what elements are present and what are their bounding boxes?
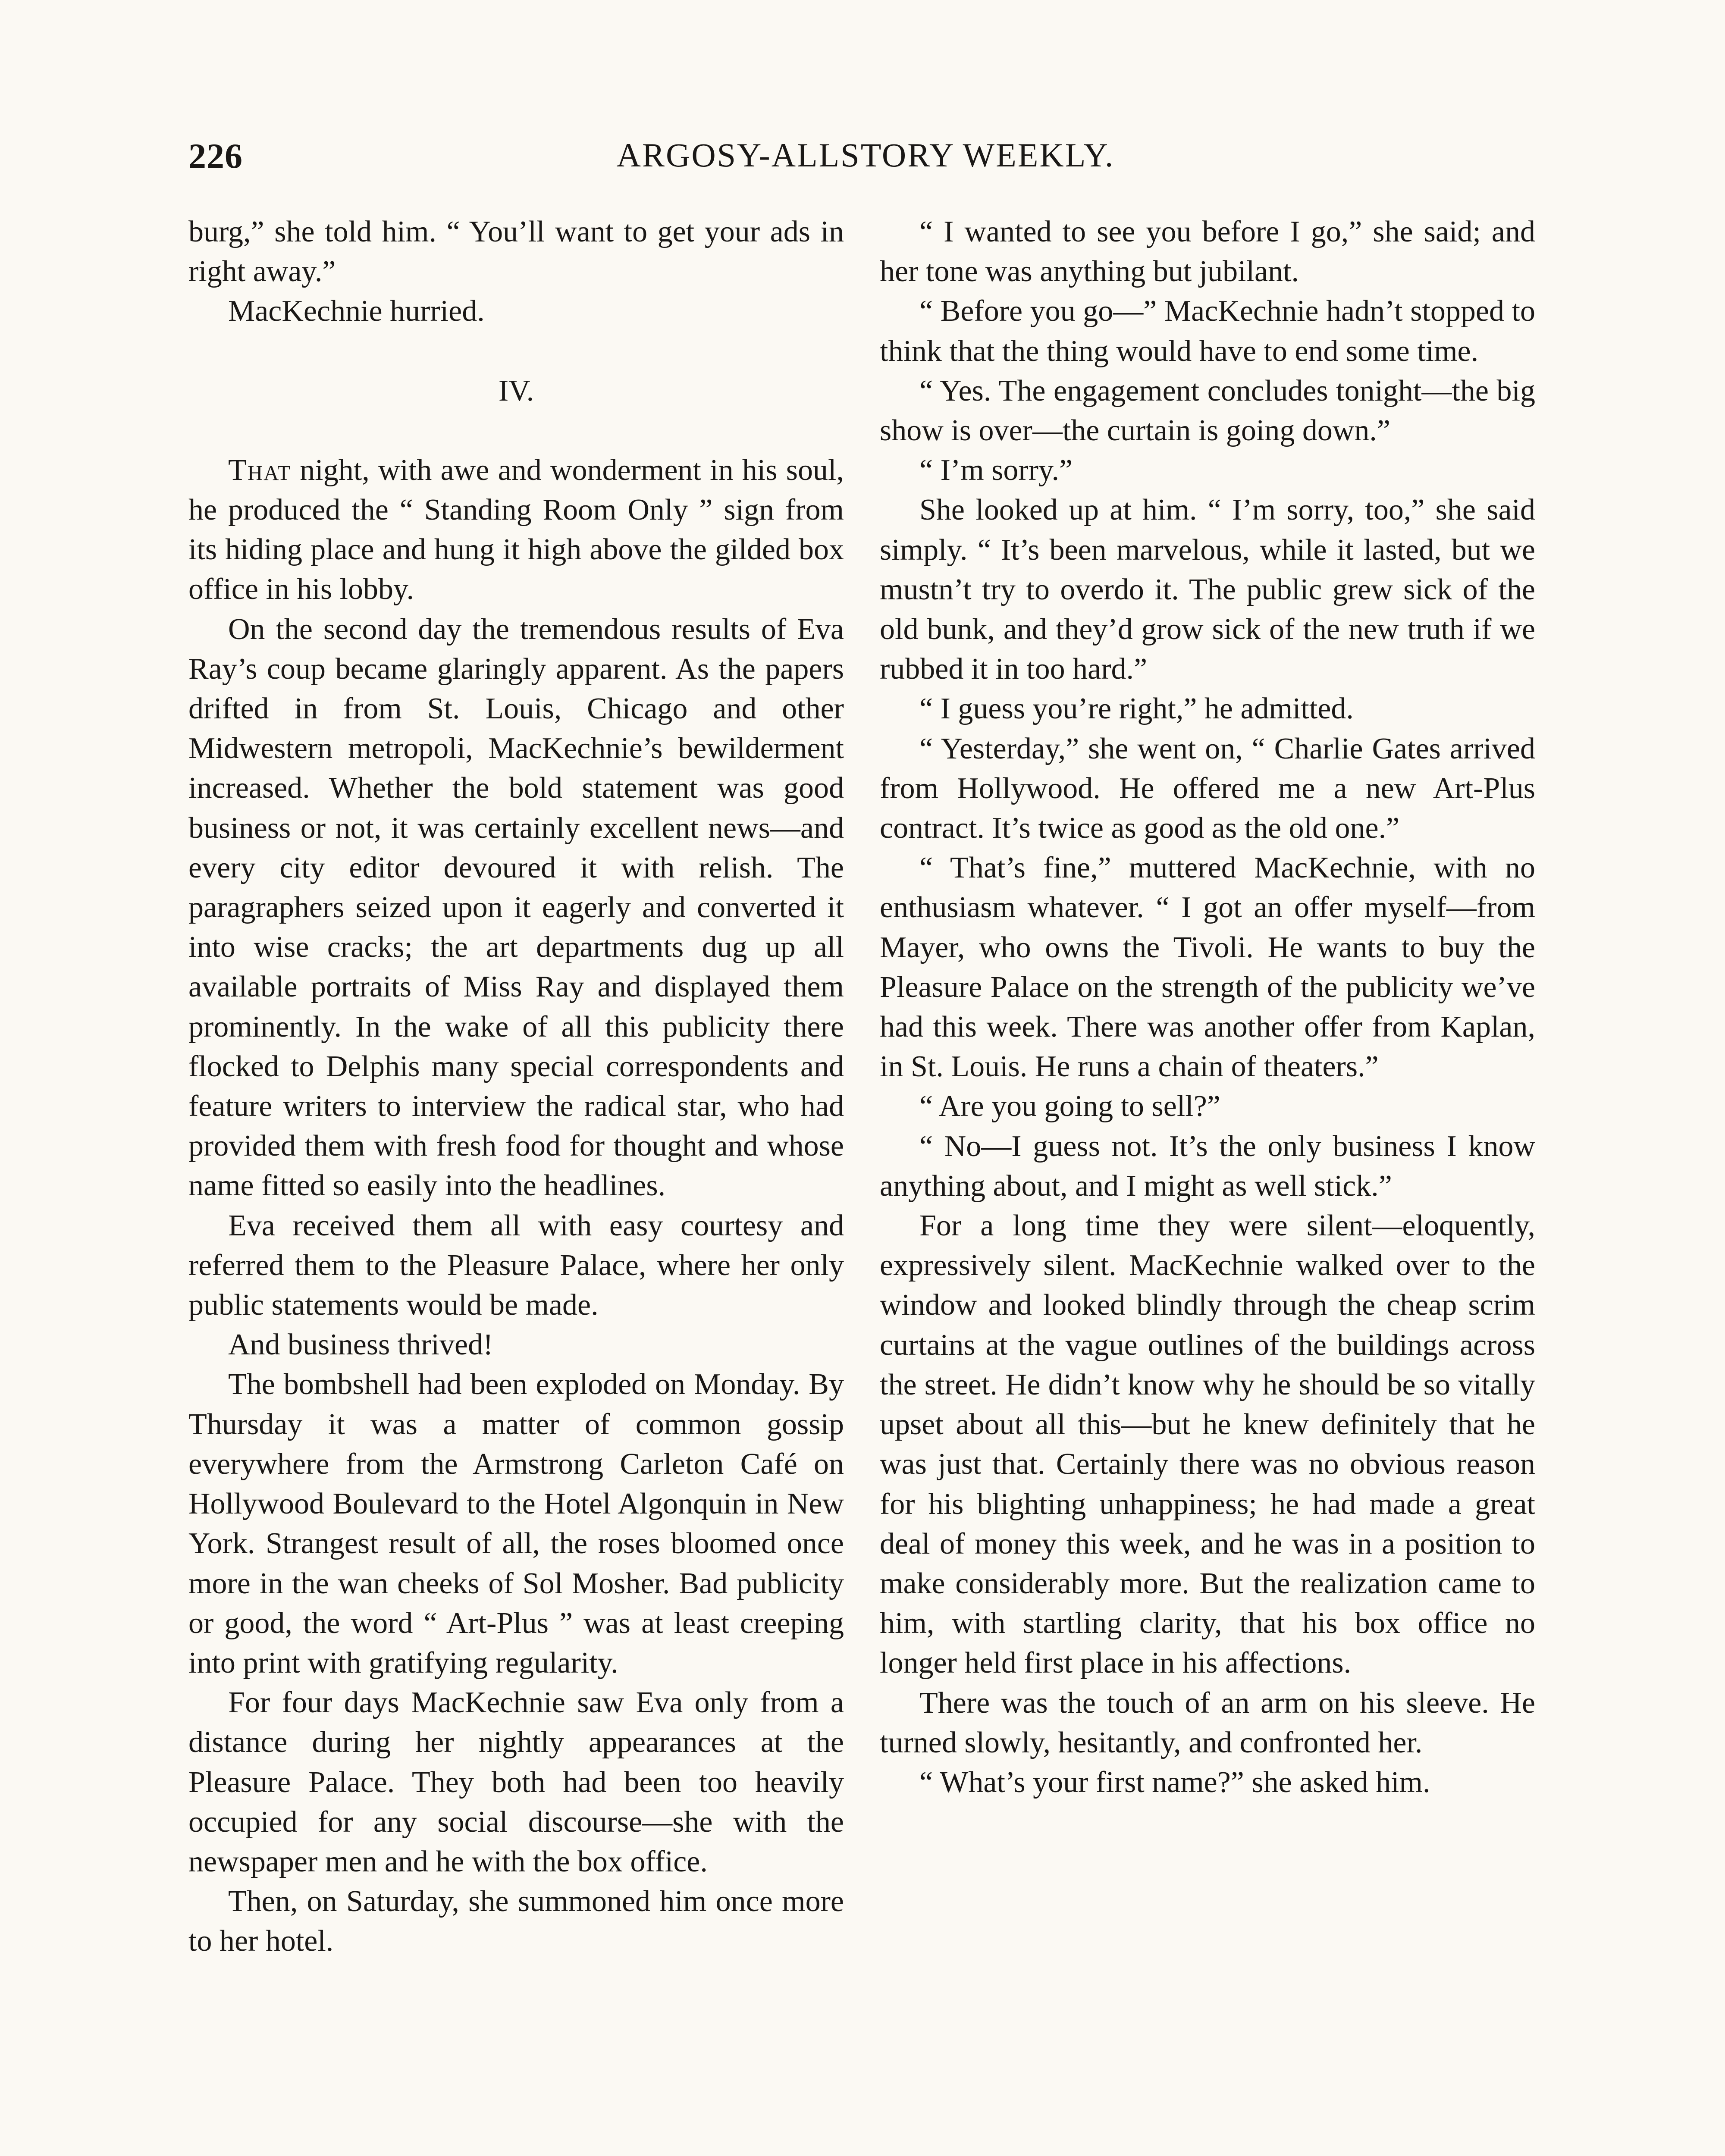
paragraph: On the second day the tremendous results of Eva Ray’s coup became glaringly apparent. As the papers drifted in from St. Louis, Chicago and other Midwestern metropoli, MacKechnie’s bewilderment increased. Whether the bold statement was good business or not, it was certainly excellent news—and every city editor devoured it with relish. The paragraphers seized upon it eagerly and converted it into wise cracks; the art departments dug up all available portraits of Miss Ray and displayed them prominently. In the wake of all this publicity there flocked to Delphis many special correspondents and feature writers to interview the radical star, who had provided them with fresh food for thought and whose name fitted so easily into the headlines. [188, 612, 844, 1203]
left-column [188, 212, 844, 1962]
paragraph: Then, on Saturday, she summoned him once more to her hotel. [188, 1885, 844, 1958]
paragraph: “ What’s your first name?” she asked him. [919, 1765, 1430, 1799]
paragraph: “ Before you go—” MacKechnie hadn’t stopped to think that the thing would have to end some time. [880, 295, 1535, 368]
paragraph: For four days MacKechnie saw Eva only from a distance during her nightly appearances at the Pleasure Palace. They both had been too heavily occupied for any social discourse—she with the newspaper men and he with the box office. [188, 1686, 844, 1878]
paragraph: “ Yesterday,” she went on, “ Charlie Gates arrived from Hollywood. He offered me a new Art-Plus contract. It’s twice as good as the old one.” [880, 732, 1535, 845]
paragraph: She looked up at him. “ I’m sorry, too,” she said simply. “ It’s been marvelous, while it lasted, but we mustn’t try to overdo it. The public grew sick of the old bunk, and they’d grow sick of the new truth if we rubbed it in too hard.” [880, 493, 1535, 686]
paragraph [188, 451, 844, 610]
paragraph: “ Are you going to sell?” [919, 1090, 1220, 1123]
running-title: ARGOSY-ALLSTORY WEEKLY. [616, 136, 1115, 174]
paragraph: “ Yes. The engagement concludes tonight—the big show is over—the curtain is going down.” [880, 374, 1535, 448]
paragraph: “ I wanted to see you before I go,” she said; and her tone was anything but jubilant. [880, 215, 1535, 288]
right-column [880, 212, 1535, 1802]
paragraph: burg,” she told him. “ You’ll want to get your ads in right away.” [188, 215, 844, 288]
paragraph: MacKechnie hurried. [228, 295, 485, 328]
section-heading: IV. [498, 374, 534, 407]
paragraph: There was the touch of an arm on his sleeve. He turned slowly, hesitantly, and confronted her. [880, 1686, 1535, 1759]
paragraph: “ I guess you’re right,” he admitted. [919, 692, 1354, 726]
paragraph-text: night, with awe and wonderment in his soul, he produced the “ Standing Room Only ” sign from its hiding place and hung it high above the gilded box office in his lobby. [188, 453, 844, 606]
paragraph: “ No—I guess not. It’s the only business I know anything about, and I might as well stick.” [880, 1129, 1535, 1203]
paragraph: The bombshell had been exploded on Monday. By Thursday it was a matter of common gossip everywhere from the Armstrong Carleton Café on Hollywood Boulevard to the Hotel Algonquin in New York. Strangest result of all, the roses bloomed once more in the wan cheeks of Sol Mosher. Bad publicity or good, the word “ Art-Plus ” was at least creeping into print with gratifying regularity. [188, 1368, 844, 1680]
paragraph: “ I’m sorry.” [919, 454, 1073, 487]
page-header [188, 136, 1543, 183]
paragraph: And business thrived! [228, 1328, 493, 1362]
page-number: 226 [188, 136, 243, 175]
paragraph: Eva received them all with easy courtesy and referred them to the Pleasure Palace, where her only public statements would be made. [188, 1209, 844, 1322]
paragraph: For a long time they were silent—eloquently, expressively silent. MacKechnie walked over to the window and looked blindly through the cheap scrim curtains at the vague outlines of the buildings across the street. He didn’t know why he should be so vitally upset about all this—but he knew definitely that he was just that. Certainly there was no obvious reason for his blighting unhappiness; he had made a great deal of money this week, and he was in a position to make considerably more. But the realization came to him, with startling clarity, that his box office no longer held first place in his affections. [880, 1209, 1535, 1680]
paragraph: “ That’s fine,” muttered MacKechnie, with no enthusiasm whatever. “ I got an offer myself—from Mayer, who owns the Tivoli. He wants to buy the Pleasure Palace on the strength of the publicity we’ve had this week. There was another offer from Kaplan, in St. Louis. He runs a chain of theaters.” [880, 851, 1535, 1084]
small-caps-lead: That [228, 453, 292, 487]
